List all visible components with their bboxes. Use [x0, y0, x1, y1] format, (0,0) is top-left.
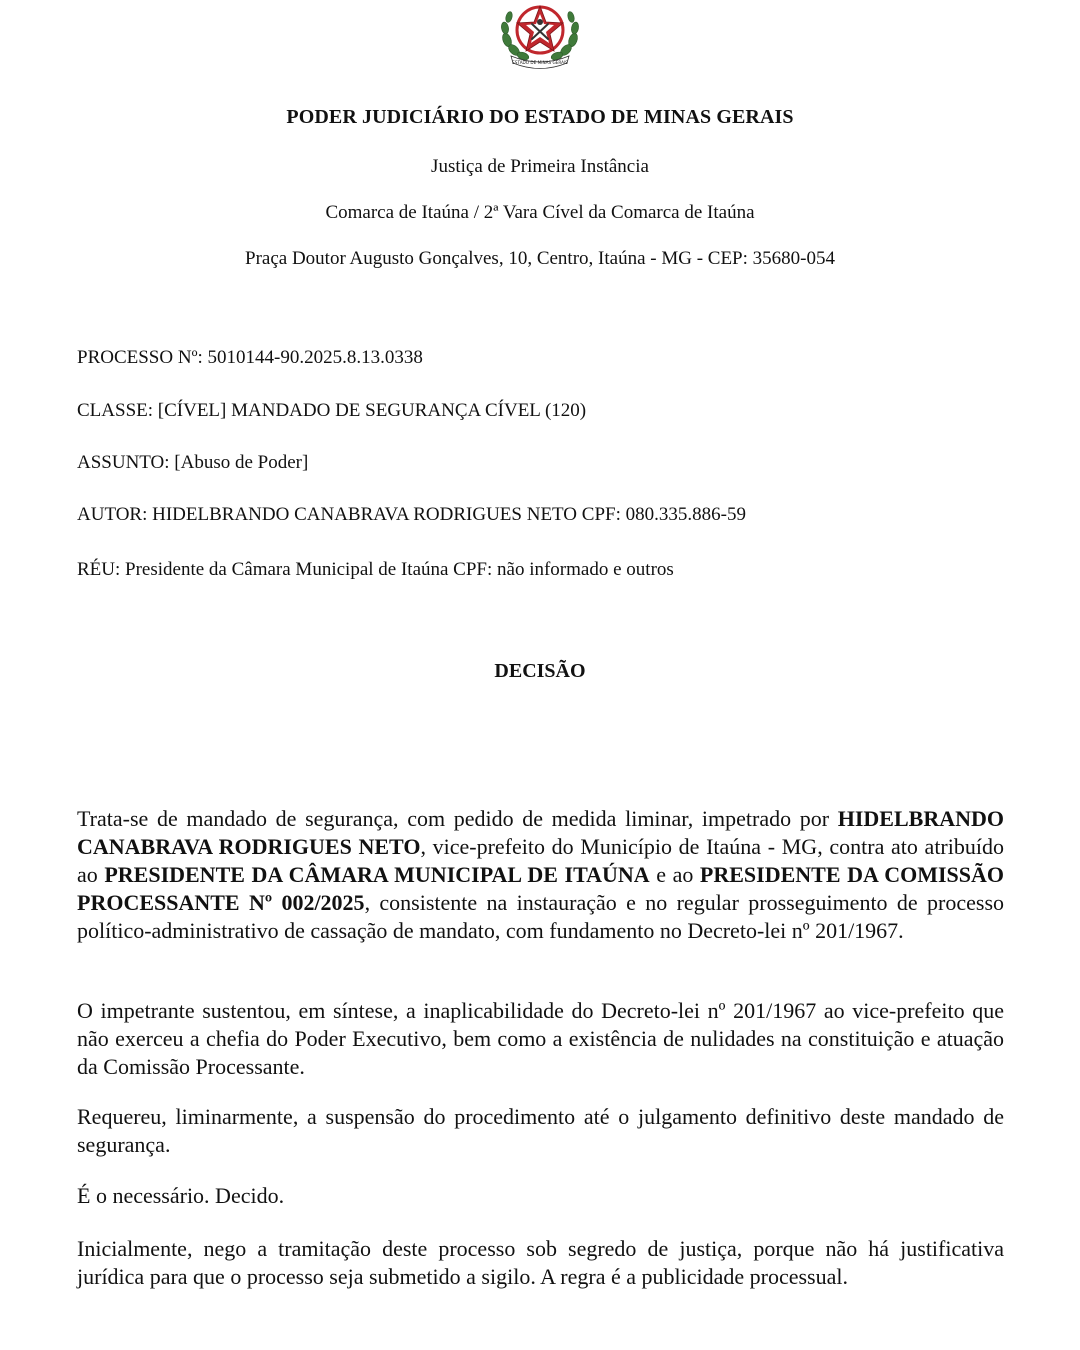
p1-text-4: , consistente na instauração e no regular prosseguimento de processo político-administrativo de cassação de mandato, com fundamento no Decreto-lei nº 201/1967.	[77, 890, 1005, 943]
paragraph-3: Requereu, liminarmente, a suspensão do procedimento até o julgamento definitivo deste mandado de segurança.	[77, 1104, 1004, 1157]
p1-bold-author: HIDELBRANDO CANABRAVA RODRIGUES NETO	[77, 806, 1004, 859]
instance-line: Justiça de Primeira Instância	[431, 156, 649, 177]
ribbon-text: ESTADO DE MINAS GERAIS	[512, 60, 568, 65]
p1-bold-presidente-camara: PRESIDENTE DA CÂMARA MUNICIPAL DE ITAÚNA	[104, 862, 650, 887]
paragraph-5: Inicialmente, nego a tramitação deste processo sob segredo de justiça, porque não há justificativa jurídica para que o processo seja submetido a sigilo. A regra é a publicidade processual.	[77, 1236, 1004, 1289]
reu-line: RÉU: Presidente da Câmara Municipal de Itaúna CPF: não informado e outros	[77, 559, 674, 580]
comarca-line: Comarca de Itaúna / 2ª Vara Cível da Comarca de Itaúna	[325, 202, 755, 223]
court-title: PODER JUDICIÁRIO DO ESTADO DE MINAS GERAIS	[286, 106, 794, 128]
p1-text-2: , vice-prefeito do Município de Itaúna - MG, contra ato atribuído ao	[77, 834, 1004, 887]
p1-text-3: e ao	[649, 862, 700, 887]
assunto-line: ASSUNTO: [Abuso de Poder]	[77, 452, 309, 473]
processo-number: PROCESSO Nº: 5010144-90.2025.8.13.0338	[77, 347, 423, 368]
paragraph-1	[77, 805, 1004, 945]
paragraph-4: É o necessário. Decido.	[77, 1183, 285, 1208]
paragraph-2: O impetrante sustentou, em síntese, a inaplicabilidade do Decreto-lei nº 201/1967 ao vice-prefeito que não exerceu a chefia do Poder Executivo, bem como a existência de nulidades na constituição e atuação da Comissão Processante.	[77, 998, 1004, 1079]
autor-line: AUTOR: HIDELBRANDO CANABRAVA RODRIGUES NETO CPF: 080.335.886-59	[77, 504, 746, 525]
decision-title: DECISÃO	[494, 660, 586, 682]
address-line: Praça Doutor Augusto Gonçalves, 10, Centro, Itaúna - MG - CEP: 35680-054	[245, 248, 835, 269]
p1-text-1: Trata-se de mandado de segurança, com pedido de medida liminar, impetrado por	[77, 806, 838, 831]
p1-bold-presidente-comissao: PRESIDENTE DA COMISSÃO PROCESSANTE Nº 002/2025	[77, 862, 1004, 915]
classe-line: CLASSE: [CÍVEL] MANDADO DE SEGURANÇA CÍVEL (120)	[77, 400, 587, 421]
minas-gerais-coat-of-arms-icon	[497, 0, 583, 72]
